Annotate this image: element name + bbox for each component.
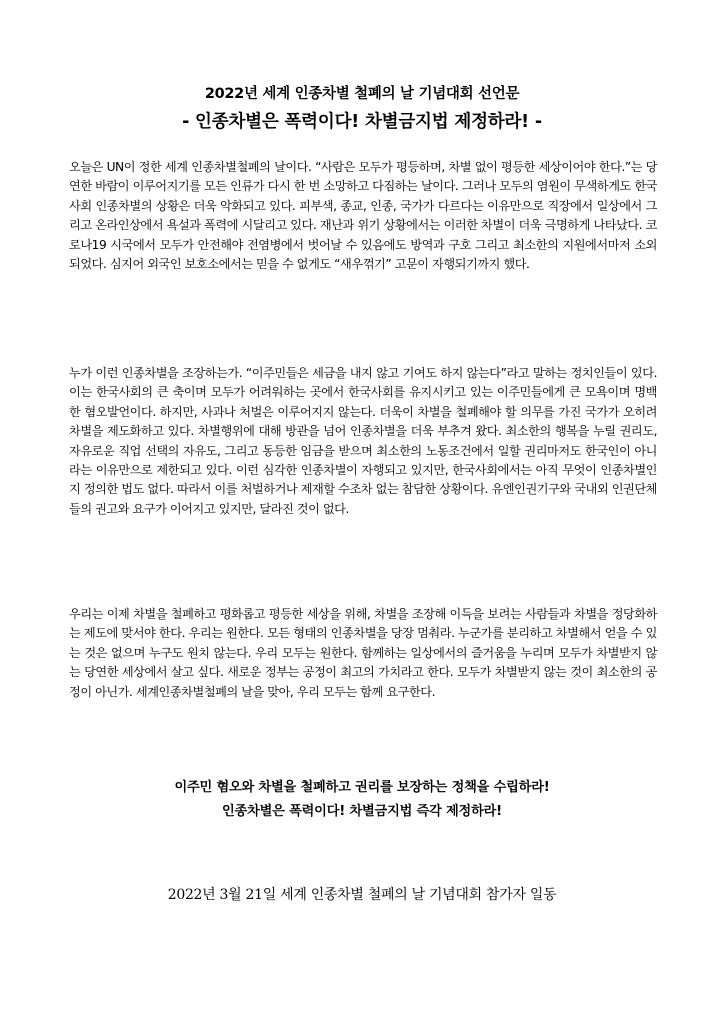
document-title: 2022년 세계 인종차별 철폐의 날 기념대회 선언문 bbox=[204, 86, 520, 102]
document-subtitle: - 인종차별은 폭력이다! 차별금지법 제정하라! - bbox=[182, 112, 542, 132]
paragraph-cause: 누가 이런 인종차별을 조장하는가. “이주민들은 세금을 내지 않고 기여도 하지 않는다”라고 말하는 정치인들이 있다. 이는 한국사회의 큰 축이며 모두가 어려워하는 곳에서 한국사회를 유지시키고 있는 이주민들에게 큰 모욕이며 명백한 혐오발언이다. 하지만, 사과나 처벌은 이루어지지 않는다. 더욱이 차별을 철폐해야 할 의무를 가진 국가가 오히려 차별을 제도화하고 있다. 차별행위에 대해 방관을 넘어 인종차별을 더욱 부추겨 왔다. 최소한의 행복을 누릴 권리도, 자유로운 직업 선택의 자유도, 그리고 동등한 임금을 받으며 최소한의 노동조건에서 일할 권리마저도 한국인이 아니라는 이유만으로 제한되고 있다. 이런 심각한 인종차별이 자행되고 있지만, 한국사회에서는 아직 무엇이 인종차별인지 정의한 법도 없다. 따라서 이를 처벌하거나 제재할 수조차 없는 참담한 상황이다. 유엔인권기구와 국내외 인권단체들의 권고와 요구가 이어지고 있지만, 달라진 것이 없다. bbox=[69, 366, 657, 516]
slogan-policy: 이주민 혐오와 차별을 철폐하고 권리를 보장하는 정책을 수립하라! bbox=[174, 780, 550, 795]
signature-line: 2022년 3월 21일 세계 인종차별 철폐의 날 기념대회 참가자 일동 bbox=[167, 887, 557, 903]
paragraph-demand: 우리는 이제 차별을 철폐하고 평화롭고 평등한 세상을 위해, 차별을 조장해 이득을 보려는 사람들과 차별을 정당화하는 제도에 맞서야 한다. 우리는 원한다. 모든 형태의 인종차별을 당장 멈춰라. 누군가를 분리하고 차별해서 얻을 수 있는 것은 없으며 누구도 원치 않는다. 우리 모두는 원한다. 함께하는 일상에서의 즐거움을 누리며 모두가 차별받지 않는 당연한 세상에서 살고 싶다. 새로운 정부는 공정이 최고의 가치라고 한다. 모두가 차별받지 않는 것이 최소한의 공정이 아닌가. 세계인종차별철폐의 날을 맞아, 우리 모두는 함께 요구한다. bbox=[69, 607, 657, 699]
slogan-antidiscrimination-law: 인종차별은 폭력이다! 차별금지법 즉각 제정하라! bbox=[222, 804, 502, 819]
paragraph-intro: 오늘은 UN이 정한 세계 인종차별철폐의 날이다. “사람은 모두가 평등하며, 차별 없이 평등한 세상이어야 한다.”는 당연한 바람이 이루어지기를 모든 인류가 다시 한 번 소망하고 다짐하는 날이다. 그러나 모두의 염원이 무색하게도 한국사회 인종차별의 상황은 더욱 악화되고 있다. 피부색, 종교, 인종, 국가가 다르다는 이유만으로 직장에서 일상에서 그리고 온라인상에서 욕설과 폭력에 시달리고 있다. 재난과 위기 상황에서는 이러한 차별이 더욱 극명하게 나타났다. 코로나19 시국에서 모두가 안전해야 전염병에서 벗어날 수 있음에도 방역과 구호 그리고 최소한의 지원에서마저 소외되었다. 심지어 외국인 보호소에서는 믿을 수 없게도 “새우꺾기” 고문이 자행되기까지 했다. bbox=[69, 160, 657, 272]
